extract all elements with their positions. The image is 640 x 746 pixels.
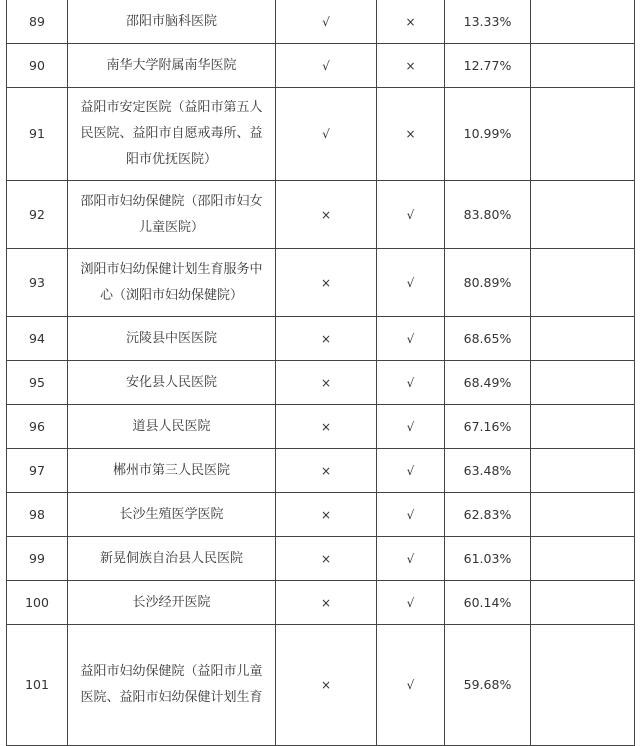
rate-value: 59.68% <box>445 625 531 746</box>
check-mark-b: √ <box>377 405 445 449</box>
extra-cell <box>531 44 635 88</box>
rate-value: 63.48% <box>445 449 531 493</box>
extra-cell <box>531 0 635 44</box>
check-mark-a: × <box>276 537 377 581</box>
check-mark-b: √ <box>377 449 445 493</box>
table-row <box>7 88 635 181</box>
check-mark-a: √ <box>276 0 377 44</box>
row-number: 93 <box>7 249 68 317</box>
extra-cell <box>531 361 635 405</box>
rate-value: 83.80% <box>445 181 531 249</box>
row-number: 97 <box>7 449 68 493</box>
table-row <box>7 405 635 449</box>
check-mark-a: √ <box>276 44 377 88</box>
extra-cell <box>531 181 635 249</box>
check-mark-a: × <box>276 181 377 249</box>
table-row <box>7 249 635 317</box>
row-number: 98 <box>7 493 68 537</box>
rate-value: 80.89% <box>445 249 531 317</box>
check-mark-b: × <box>377 0 445 44</box>
extra-cell <box>531 625 635 746</box>
check-mark-b: √ <box>377 317 445 361</box>
row-number: 94 <box>7 317 68 361</box>
table-row <box>7 44 635 88</box>
table-row <box>7 0 635 44</box>
hospital-name: 安化县人民医院 <box>68 361 276 405</box>
row-number: 90 <box>7 44 68 88</box>
extra-cell <box>531 405 635 449</box>
table-row <box>7 537 635 581</box>
row-number: 92 <box>7 181 68 249</box>
table-row <box>7 493 635 537</box>
check-mark-a: × <box>276 493 377 537</box>
extra-cell <box>531 249 635 317</box>
check-mark-a: × <box>276 249 377 317</box>
check-mark-a: √ <box>276 88 377 181</box>
hospital-name: 益阳市妇幼保健院（益阳市儿童医院、益阳市妇幼保健计划生育 <box>68 625 276 746</box>
table-body <box>7 0 635 746</box>
row-number: 89 <box>7 0 68 44</box>
rate-value: 13.33% <box>445 0 531 44</box>
check-mark-a: × <box>276 361 377 405</box>
hospital-name: 沅陵县中医医院 <box>68 317 276 361</box>
check-mark-a: × <box>276 625 377 746</box>
table-row <box>7 317 635 361</box>
check-mark-a: × <box>276 317 377 361</box>
row-number: 101 <box>7 625 68 746</box>
row-number: 91 <box>7 88 68 181</box>
hospital-name: 浏阳市妇幼保健计划生育服务中心（浏阳市妇幼保健院） <box>68 249 276 317</box>
check-mark-b: √ <box>377 493 445 537</box>
rate-value: 67.16% <box>445 405 531 449</box>
check-mark-b: √ <box>377 625 445 746</box>
table-row <box>7 181 635 249</box>
hospital-name: 长沙生殖医学医院 <box>68 493 276 537</box>
row-number: 96 <box>7 405 68 449</box>
hospital-name: 新晃侗族自治县人民医院 <box>68 537 276 581</box>
check-mark-b: √ <box>377 581 445 625</box>
rate-value: 62.83% <box>445 493 531 537</box>
hospital-table <box>6 0 635 746</box>
extra-cell <box>531 317 635 361</box>
rate-value: 68.49% <box>445 361 531 405</box>
row-number: 95 <box>7 361 68 405</box>
extra-cell <box>531 88 635 181</box>
check-mark-b: √ <box>377 181 445 249</box>
hospital-name: 南华大学附属南华医院 <box>68 44 276 88</box>
rate-value: 12.77% <box>445 44 531 88</box>
rate-value: 60.14% <box>445 581 531 625</box>
check-mark-b: √ <box>377 249 445 317</box>
hospital-name: 长沙经开医院 <box>68 581 276 625</box>
check-mark-a: × <box>276 405 377 449</box>
table-row <box>7 581 635 625</box>
hospital-name: 郴州市第三人民医院 <box>68 449 276 493</box>
table-row <box>7 625 635 746</box>
extra-cell <box>531 581 635 625</box>
row-number: 100 <box>7 581 68 625</box>
check-mark-a: × <box>276 581 377 625</box>
check-mark-b: √ <box>377 361 445 405</box>
check-mark-a: × <box>276 449 377 493</box>
check-mark-b: × <box>377 44 445 88</box>
check-mark-b: √ <box>377 537 445 581</box>
table-row <box>7 361 635 405</box>
rate-value: 68.65% <box>445 317 531 361</box>
rate-value: 61.03% <box>445 537 531 581</box>
extra-cell <box>531 493 635 537</box>
extra-cell <box>531 449 635 493</box>
hospital-name: 益阳市安定医院（益阳市第五人民医院、益阳市自愿戒毒所、益阳市优抚医院） <box>68 88 276 181</box>
check-mark-b: × <box>377 88 445 181</box>
rate-value: 10.99% <box>445 88 531 181</box>
table-row <box>7 449 635 493</box>
row-number: 99 <box>7 537 68 581</box>
hospital-name: 邵阳市脑科医院 <box>68 0 276 44</box>
hospital-name: 邵阳市妇幼保健院（邵阳市妇女儿童医院） <box>68 181 276 249</box>
extra-cell <box>531 537 635 581</box>
hospital-name: 道县人民医院 <box>68 405 276 449</box>
